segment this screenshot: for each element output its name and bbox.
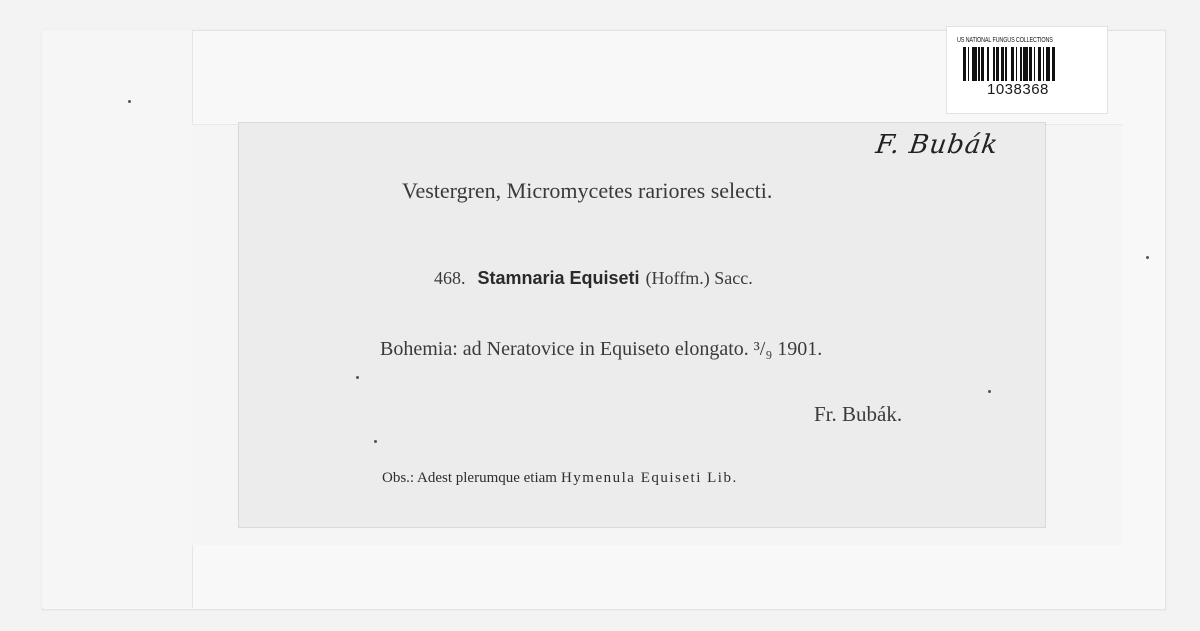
barcode-label bbox=[946, 26, 1108, 114]
barcode-icon bbox=[963, 47, 1095, 81]
dust-speck bbox=[374, 440, 377, 443]
observation-prefix: Obs.: Adest plerumque etiam bbox=[382, 470, 557, 486]
collector-name: Fr. Bubák. bbox=[814, 402, 903, 426]
dust-speck bbox=[1146, 256, 1149, 259]
observation-note bbox=[382, 470, 738, 487]
series-title: Vestergren, Micromycetes rariores selecti. bbox=[402, 178, 773, 203]
species-name: Stamnaria Equiseti bbox=[477, 268, 640, 288]
observation-taxon: Hymenula Equiseti Lib. bbox=[560, 470, 738, 486]
dust-speck bbox=[128, 100, 131, 103]
species-line bbox=[434, 268, 753, 289]
species-authority: (Hoffm.) Sacc. bbox=[645, 268, 753, 288]
packet-flap bbox=[42, 30, 193, 608]
dust-speck bbox=[356, 376, 359, 379]
barcode-number: 1038368 bbox=[987, 81, 1049, 98]
barcode-institution: US NATIONAL FUNGUS COLLECTIONS bbox=[957, 37, 1053, 44]
handwritten-annotation: F. Bubák bbox=[873, 130, 1001, 160]
locality-text: Bohemia: ad Neratovice in Equiseto elongato. ³/₉ 1901. bbox=[380, 338, 823, 360]
dust-speck bbox=[988, 390, 991, 393]
specimen-number: 468. bbox=[434, 268, 466, 288]
